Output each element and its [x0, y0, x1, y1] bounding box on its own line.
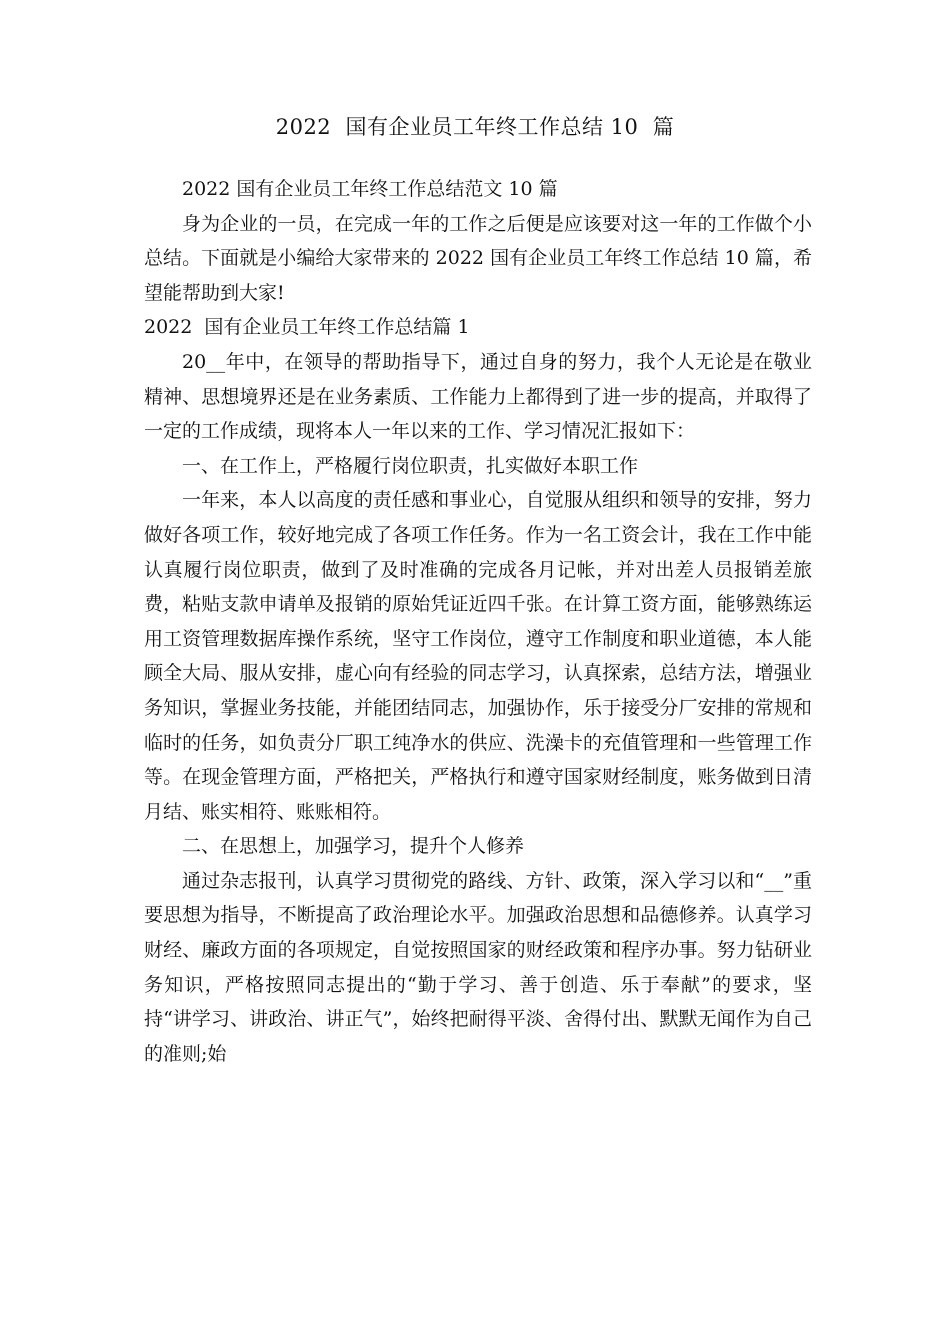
- document-title: 2022 国有企业员工年终工作总结 10 篇: [275, 115, 675, 139]
- subheading-work: 一、在工作上，严格履行岗位职责，扎实做好本职工作: [182, 454, 639, 477]
- document-body: [144, 172, 812, 1071]
- section-heading-1: 2022 国有企业员工年终工作总结篇 1: [144, 316, 470, 339]
- intro-paragraph: 身为企业的一员，在完成一年的工作之后便是应该要对这一年的工作做个小总结。下面就是小编给大家带来的 2022 国有企业员工年终工作总结 10 篇，希望能帮助到大家!: [144, 212, 812, 304]
- subtitle-paragraph: 2022 国有企业员工年终工作总结范文 10 篇: [182, 178, 558, 200]
- body-paragraph-2: 一年来，本人以高度的责任感和事业心，自觉服从组织和领导的安排，努力做好各项工作，较好地完成了各项工作任务。作为一名工资会计，我在工作中能认真履行岗位职责，做到了及时准确的完成各月记帐，并对出差人员报销差旅费，粘贴支款申请单及报销的原始凭证近四千张。在计算工资方面，能够熟练运用工资管理数据库操作系统，坚守工作岗位，遵守工作制度和职业道德，本人能顾全大局、服从安排，虚心向有经验的同志学习，认真探索，总结方法，增强业务知识，掌握业务技能，并能团结同志，加强协作，乐于接受分厂安排的常规和临时的任务，如负责分厂职工纯净水的供应、洗澡卡的充值管理和一些管理工作等。在现金管理方面，严格把关，严格执行和遵守国家财经制度，账务做到日清月结、账实相符、账账相符。: [144, 489, 812, 823]
- subheading-thought: 二、在思想上，加强学习，提升个人修养: [182, 835, 525, 858]
- body-paragraph-3: 通过杂志报刊，认真学习贯彻党的路线、方针、政策，深入学习以和“__”重要思想为指导，不断提高了政治理论水平。加强政治思想和品德修养。认真学习财经、廉政方面的各项规定，自觉按照国家的财经政策和程序办事。努力钻研业务知识，严格按照同志提出的“勤于学习、善于创造、乐于奉献”的要求，坚持“讲学习、讲政治、讲正气”，始终把耐得平淡、舍得付出、默默无闻作为自己的准则;始: [144, 869, 812, 1065]
- body-paragraph-1: 20__年中，在领导的帮助指导下，通过自身的努力，我个人无论是在敬业精神、思想境界还是在业务素质、工作能力上都得到了进一步的提高，并取得了一定的工作成绩，现将本人一年以来的工作、学习情况汇报如下：: [144, 350, 812, 443]
